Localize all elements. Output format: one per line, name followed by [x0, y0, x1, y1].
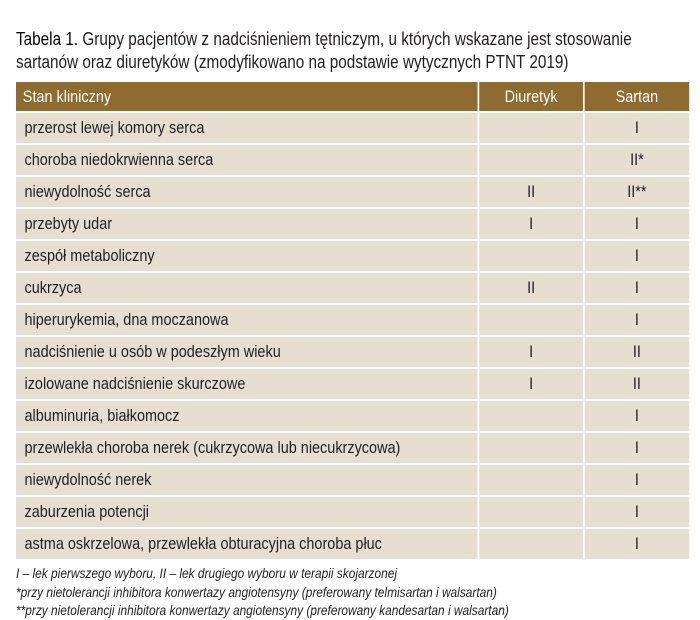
- header-diuretic: Diuretyk: [478, 82, 583, 112]
- caption-text: Grupy pacjentów z nadciśnieniem tętniczym, u których wskazane jest stosowanie sartanów oraz diuretyków (zmodyfikowano na podstawie wytycznych PTNT 2019): [16, 29, 632, 72]
- cell-sartan: I: [584, 208, 689, 240]
- cell-condition: zespół metaboliczny: [16, 240, 478, 272]
- cell-diuretic: II: [478, 272, 583, 304]
- conditions-table: [16, 82, 689, 559]
- cell-diuretic: I: [478, 336, 583, 368]
- cell-diuretic: [478, 528, 583, 559]
- cell-sartan: II**: [584, 176, 689, 208]
- table-row: [16, 272, 689, 304]
- caption-label: Tabela 1.: [16, 29, 79, 49]
- cell-condition: niewydolność nerek: [16, 464, 478, 496]
- cell-sartan: II: [584, 368, 689, 400]
- table-footnotes: [16, 564, 689, 620]
- table-row: [16, 464, 689, 496]
- cell-condition: przerost lewej komory serca: [16, 112, 478, 144]
- table-row: [16, 528, 689, 559]
- cell-sartan: I: [584, 240, 689, 272]
- table-row: [16, 432, 689, 464]
- cell-sartan: I: [584, 464, 689, 496]
- cell-sartan: I: [584, 496, 689, 528]
- cell-condition: przebyty udar: [16, 208, 478, 240]
- table-row: [16, 496, 689, 528]
- cell-diuretic: [478, 304, 583, 336]
- cell-sartan: I: [584, 272, 689, 304]
- cell-condition: nadciśnienie u osób w podeszłym wieku: [16, 336, 478, 368]
- table-row: [16, 304, 689, 336]
- table-row: [16, 112, 689, 144]
- cell-condition: choroba niedokrwienna serca: [16, 144, 478, 176]
- footnote-double-asterisk: **przy nietolerancji inhibitora konwertazy angiotensyny (preferowany kandesartan i walsartan): [16, 602, 509, 618]
- cell-diuretic: I: [478, 368, 583, 400]
- cell-condition: niewydolność serca: [16, 176, 478, 208]
- cell-sartan: I: [584, 400, 689, 432]
- cell-diuretic: [478, 240, 583, 272]
- cell-sartan: I: [584, 304, 689, 336]
- cell-sartan: I: [584, 432, 689, 464]
- cell-condition: cukrzyca: [16, 272, 478, 304]
- cell-diuretic: [478, 400, 583, 432]
- cell-diuretic: [478, 144, 583, 176]
- footnote-single-asterisk: *przy nietolerancji inhibitora konwertazy angiotensyny (preferowany telmisartan i walsartan): [16, 583, 497, 600]
- header-sartan: Sartan: [584, 82, 689, 112]
- cell-condition: przewlekła choroba nerek (cukrzycowa lub niecukrzycowa): [16, 432, 478, 464]
- cell-diuretic: [478, 112, 583, 144]
- cell-diuretic: II: [478, 176, 583, 208]
- table-row: [16, 176, 689, 208]
- table-row: [16, 144, 689, 176]
- table-row: [16, 208, 689, 240]
- cell-condition: hiperurykemia, dna moczanowa: [16, 304, 478, 336]
- table-row: [16, 368, 689, 400]
- footnote-legend: I – lek pierwszego wyboru, II – lek drugiego wyboru w terapii skojarzonej: [16, 565, 397, 581]
- cell-condition: albuminuria, białkomocz: [16, 400, 478, 432]
- cell-sartan: II: [584, 336, 689, 368]
- table-header-row: [16, 82, 689, 112]
- table-row: [16, 336, 689, 368]
- table-row: [16, 240, 689, 272]
- table-row: [16, 400, 689, 432]
- header-condition: Stan kliniczny: [16, 82, 478, 112]
- cell-diuretic: I: [478, 208, 583, 240]
- cell-sartan: I: [584, 528, 689, 559]
- cell-diuretic: [478, 464, 583, 496]
- cell-sartan: II*: [584, 144, 689, 176]
- table-caption: [16, 28, 689, 74]
- cell-condition: zaburzenia potencji: [16, 496, 478, 528]
- document: [16, 28, 689, 620]
- cell-sartan: I: [584, 112, 689, 144]
- cell-diuretic: [478, 432, 583, 464]
- cell-condition: izolowane nadciśnienie skurczowe: [16, 368, 478, 400]
- cell-condition: astma oskrzelowa, przewlekła obturacyjna choroba płuc: [16, 528, 478, 559]
- cell-diuretic: [478, 496, 583, 528]
